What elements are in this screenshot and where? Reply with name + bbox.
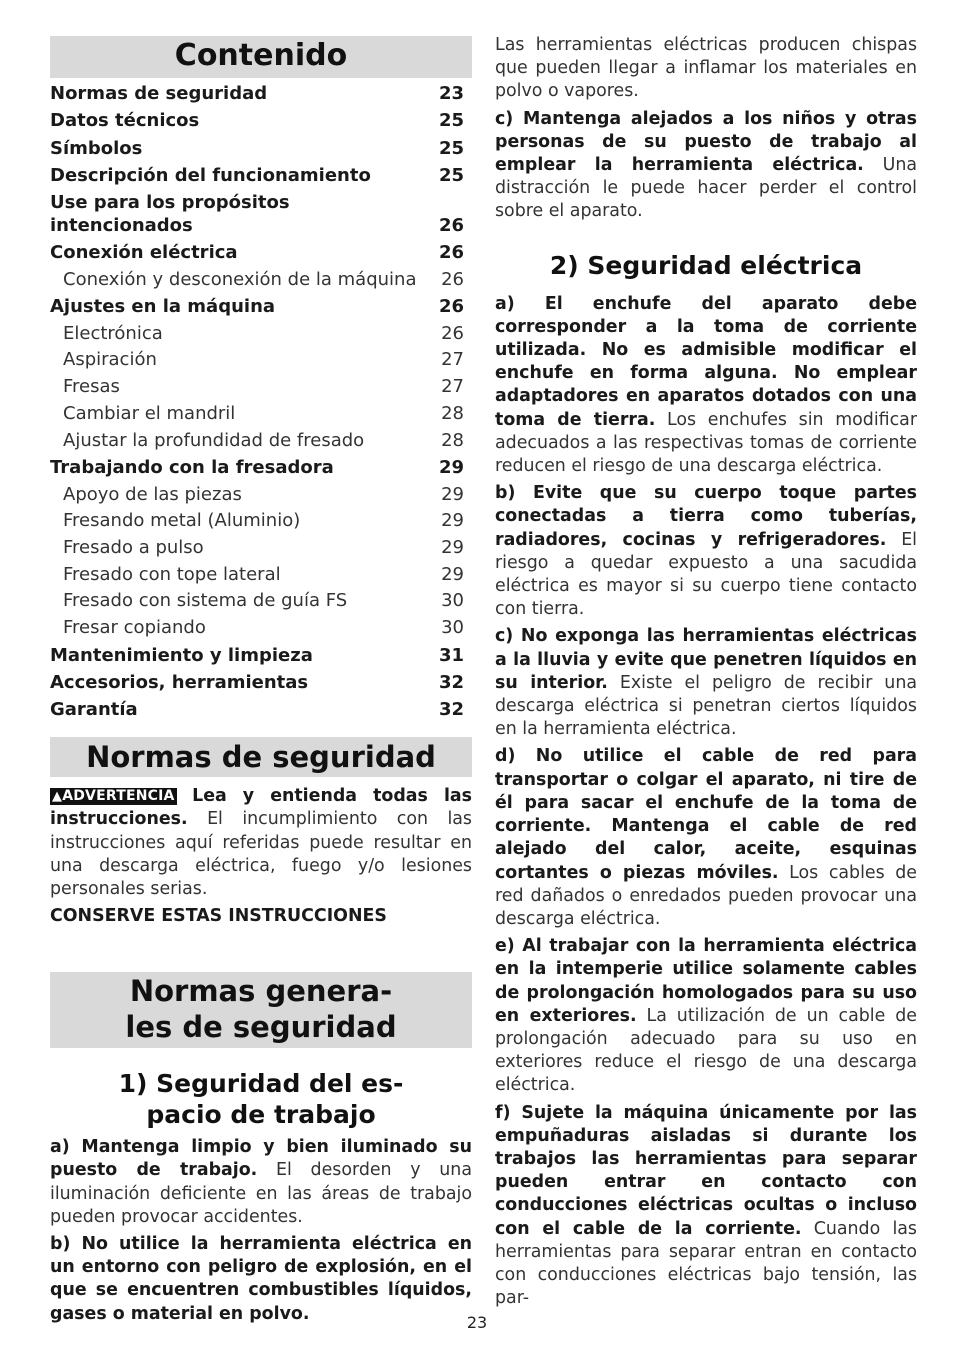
toc-entry-page: 32 (438, 671, 464, 693)
toc-entry-label: Fresado con tope lateral (63, 563, 281, 585)
workspace-item-a: a) Mantenga limpio y bien iluminado su puesto de trabajo. El desorden y una iluminación deficiente en las áreas de trabajo pueden provocar accidentes. (50, 1137, 472, 1227)
toc-entry-label: Aspiración (63, 349, 157, 371)
toc-entry-page: 26 (441, 322, 464, 344)
general-safety-heading (50, 972, 472, 1048)
toc-entry-label: Ajustar la profundidad de fresado (63, 429, 365, 451)
toc-entry-label: Símbolos (50, 137, 143, 159)
toc-entry (50, 376, 472, 398)
toc-entry-page: 30 (441, 590, 464, 612)
toc-entry-page: 26 (438, 296, 464, 318)
toc-entry-label: Fresado con sistema de guía FS (63, 590, 348, 612)
toc-entry (50, 241, 472, 264)
toc-entry-label: Garantía (50, 699, 138, 721)
toc-entry (50, 510, 472, 532)
toc-entry (50, 617, 472, 639)
toc-heading: Contenido (50, 36, 472, 78)
electrical-item-b: b) Evite que su cuerpo toque partes conectadas a tierra como tuberías, radiadores, cocinas y refrigeradores. El riesgo a quedar expuesto a una sacudida eléctrica es mayor si su cuerpo tiene contacto con tierra. (495, 483, 918, 620)
toc-entry-label: Trabajando con la fresadora (50, 457, 334, 479)
toc-entry-page: 25 (438, 110, 464, 132)
left-column (50, 36, 472, 1330)
toc-entry-label: Ajustes en la máquina (50, 296, 276, 318)
workspace-item-b-lead: b) No utilice la herramienta eléctrica en un entorno con peligro de explosión, en el que se encuentren combustibles líquidos, gases o material en polvo. (50, 1234, 472, 1324)
toc-entry-page: 31 (438, 644, 464, 666)
toc-entry (50, 323, 472, 345)
toc-entry-page: 28 (441, 402, 464, 424)
toc-entry (50, 671, 472, 694)
toc-entry-page: 29 (441, 483, 464, 505)
toc-entry-page: 26 (438, 215, 464, 237)
toc-entry-label: Fresando metal (Aluminio) (63, 510, 301, 532)
electrical-item-c: c) No exponga las herramientas eléctricas a la lluvia y evite que penetren líquidos en su interior. Existe el peligro de recibir una descarga eléctrica si penetran ciertos líquidos en la herramienta eléctrica. (495, 626, 917, 740)
warning-paragraph (50, 785, 472, 901)
safety-heading: Normas de seguridad (50, 737, 472, 777)
toc-entry (50, 456, 472, 479)
toc-entry (50, 430, 472, 452)
toc-entry-label: Fresas (63, 376, 120, 398)
toc-entry-page: 32 (438, 699, 464, 721)
toc-entry-page: 29 (438, 457, 464, 479)
toc-entry-label: Conexión y desconexión de la máquina (63, 268, 417, 290)
toc-entry-page: 28 (441, 429, 464, 451)
toc-entry-page: 27 (441, 376, 464, 398)
toc-entry (50, 564, 472, 586)
toc-entry (50, 590, 472, 612)
right-column (495, 34, 917, 1314)
toc-entry (50, 698, 472, 721)
toc-entry-page: 29 (441, 510, 464, 532)
toc-entry-label: Normas de seguridad (50, 83, 268, 104)
toc-entry-page: 23 (438, 83, 464, 104)
electrical-item-f: f) Sujete la máquina únicamente por las empuñaduras aisladas si durante los trabajos las herramientas para separar pueden entrar en contacto con conducciones eléctricas ocultas o incluso con el cable de la corriente. Cuando las herramientas para separar entran en contacto con conducciones eléctricas bajo tensión, las par- (495, 1102, 917, 1309)
electrical-item-e: e) Al trabajar con la herramienta eléctrica en la intemperie utilice solamente cables de prolongación homologados para su uso en exteriores. La utilización de un cable de prolongación adecuado para su uso en exteriores reduce el riesgo de una descarga eléctrica. (495, 936, 917, 1096)
toc-entry-label: Conexión eléctrica (50, 242, 238, 264)
toc-entry-label: Mantenimiento y limpieza (50, 644, 313, 666)
toc-entry (50, 295, 472, 318)
toc-entry (50, 137, 472, 160)
toc-entry-page: 26 (438, 242, 464, 264)
toc-entry-label: Apoyo de las piezas (63, 483, 242, 505)
toc-entry (50, 164, 472, 187)
toc-entry-page: 29 (441, 536, 464, 558)
toc-entry (50, 109, 472, 132)
conserve-instructions: CONSERVE ESTAS INSTRUCCIONES (50, 906, 387, 927)
toc-entry-label: Fresado a pulso (63, 536, 204, 558)
electrical-heading: 2) Seguridad eléctrica (549, 250, 863, 280)
workspace-title-line1: 1) Seguridad del es- (118, 1069, 404, 1099)
toc-entry-label: Use para los propósitos intencionados (50, 192, 290, 237)
workspace-title-line2: pacio de trabajo (146, 1100, 376, 1130)
toc-entry (50, 191, 472, 237)
toc-entry-label: Cambiar el mandril (63, 402, 236, 424)
toc-entry-label: Electrónica (63, 322, 163, 344)
page-number: 23 (466, 1313, 488, 1332)
toc-entry (50, 484, 472, 506)
electrical-item-d: d) No utilice el cable de red para transportar o colgar el aparato, ni tire de él para sacar el enchufe de la toma de corriente. Mantenga el cable de red alejado del calor, aceite, esquinas cortantes o piezas móviles. Los cables de red dañados o enredados pueden provocar una descarga eléctrica. (495, 746, 918, 929)
warning-text: El incumplimiento con las instrucciones aquí referidas puede resultar en una descarga eléctrica, fuego y/o lesiones personales serias. (50, 809, 472, 900)
toc-entry-label: Accesorios, herramientas (50, 671, 309, 693)
warning-lead: Lea y entienda todas las instrucciones. (50, 786, 472, 830)
workspace-item-b-continued: Las herramientas eléctricas producen chispas que pueden llegar a inflamar los materiales en polvo o vapores. (495, 35, 917, 102)
electrical-item-a: a) El enchufe del aparato debe corresponder a la toma de corriente utilizada. No es admisible modificar el enchufe en forma alguna. No emplear adaptadores en aparatos dotados con una toma de tierra. Los enchufes sin modificar adecuados a las respectivas tomas de corriente reducen el riesgo de una descarga eléctrica. (495, 293, 917, 477)
toc-entry-label: Fresar copiando (63, 616, 206, 638)
toc-entry (50, 269, 472, 291)
workspace-item-c: c) Mantenga alejados a los niños y otras personas de su puesto de trabajo al emplear la herramienta eléctrica. Una distracción le puede hacer perder el control sobre el aparato. (495, 108, 918, 222)
toc-list (50, 82, 472, 721)
general-title-line2: les de seguridad (125, 1010, 397, 1045)
warning-badge: ▲ADVERTENCIA (52, 788, 175, 805)
workspace-heading (50, 1068, 472, 1130)
toc-entry-page: 27 (441, 349, 464, 371)
toc-entry (50, 349, 472, 371)
general-title-line1: Normas genera- (129, 974, 393, 1009)
toc-entry (50, 403, 472, 425)
toc-entry (50, 537, 472, 559)
toc-entry-page: 26 (441, 268, 464, 290)
toc-entry-label: Descripción del funcionamiento (50, 164, 371, 186)
toc-entry-page: 29 (441, 563, 464, 585)
toc-entry (50, 644, 472, 667)
toc-entry-page: 30 (441, 616, 464, 638)
toc-entry-label: Datos técnicos (50, 110, 200, 132)
warning-triangle-icon: ▲ (52, 789, 63, 805)
toc-entry-page: 25 (438, 164, 464, 186)
toc-entry-page: 25 (438, 137, 464, 159)
toc-entry (50, 82, 472, 105)
